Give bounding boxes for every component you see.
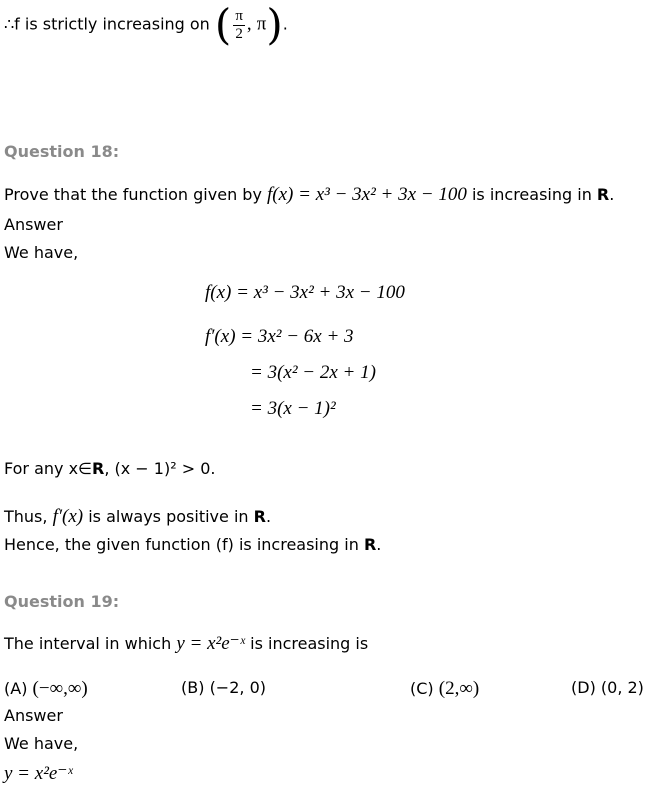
q18-heading: Question 18: bbox=[4, 142, 120, 161]
fraction-numerator: π bbox=[235, 7, 243, 24]
q19-we-have: We have, bbox=[4, 734, 79, 753]
option-d-value: (0, 2) bbox=[600, 678, 644, 697]
for-any-R: R bbox=[92, 459, 105, 478]
interval-separator: , bbox=[246, 13, 252, 35]
q18-for-any bbox=[4, 459, 215, 478]
q18-thus bbox=[4, 506, 271, 528]
q19-prompt-text: The interval in which bbox=[4, 634, 172, 653]
q18-hence bbox=[4, 535, 381, 554]
fraction-denominator: 2 bbox=[235, 25, 243, 42]
intro-prefix: ∴f is strictly increasing on bbox=[4, 14, 210, 34]
q19-prompt bbox=[4, 632, 368, 655]
hence-R: R bbox=[363, 535, 377, 554]
intro-period: . bbox=[282, 14, 288, 34]
thus-text: Thus, bbox=[4, 507, 48, 526]
q18-equation-2: f′(x) = 3x² − 6x + 3 bbox=[205, 326, 354, 347]
q19-heading: Question 19: bbox=[4, 592, 120, 611]
option-c bbox=[410, 678, 479, 700]
q19-answer-label: Answer bbox=[4, 706, 63, 725]
interval-fraction bbox=[233, 8, 245, 43]
option-b bbox=[181, 678, 266, 697]
option-c-label: (C) bbox=[410, 679, 434, 698]
q18-equation-4: = 3(x − 1)² bbox=[250, 398, 336, 419]
option-c-value: (2,∞) bbox=[438, 678, 480, 699]
q18-prompt-end: . bbox=[609, 185, 615, 204]
q19-prompt-tail: is increasing is bbox=[250, 634, 369, 653]
option-d bbox=[571, 678, 644, 697]
q18-prompt-text: Prove that the function given by bbox=[4, 185, 262, 204]
q18-prompt-tail: is increasing in bbox=[471, 185, 592, 204]
right-paren: ) bbox=[266, 0, 283, 49]
q18-prompt-R: R bbox=[596, 185, 610, 204]
for-any-tail: , (x − 1)² > 0. bbox=[104, 459, 216, 478]
intro-line bbox=[4, 0, 288, 49]
q18-answer-label: Answer bbox=[4, 215, 63, 234]
thus-end: . bbox=[265, 507, 272, 526]
interval-end: π bbox=[256, 13, 267, 35]
left-paren: ( bbox=[214, 0, 232, 49]
thus-function: f′(x) bbox=[52, 506, 84, 527]
option-b-value: (−2, 0) bbox=[209, 678, 266, 697]
q18-prompt bbox=[4, 184, 614, 206]
hence-text: Hence, the given function (f) is increasing in bbox=[4, 535, 359, 554]
option-a-value: (−∞,∞) bbox=[32, 678, 88, 699]
q18-equation-1: f(x) = x³ − 3x² + 3x − 100 bbox=[205, 282, 405, 303]
option-b-label: (B) bbox=[181, 678, 205, 697]
q18-we-have: We have, bbox=[4, 243, 79, 262]
for-any-text: For any x∈ bbox=[4, 459, 92, 478]
q18-equation-3: = 3(x² − 2x + 1) bbox=[250, 362, 376, 383]
q18-prompt-function: f(x) = x³ − 3x² + 3x − 100 bbox=[267, 184, 467, 205]
option-a-label: (A) bbox=[4, 679, 28, 698]
hence-end: . bbox=[376, 535, 382, 554]
q19-prompt-function: y = x²e⁻ˣ bbox=[176, 633, 246, 654]
thus-R: R bbox=[253, 507, 266, 526]
option-a bbox=[4, 678, 88, 700]
q19-equation-1: y = x²e⁻ˣ bbox=[4, 763, 73, 784]
thus-tail: is always positive in bbox=[88, 507, 249, 526]
option-d-label: (D) bbox=[571, 678, 596, 697]
